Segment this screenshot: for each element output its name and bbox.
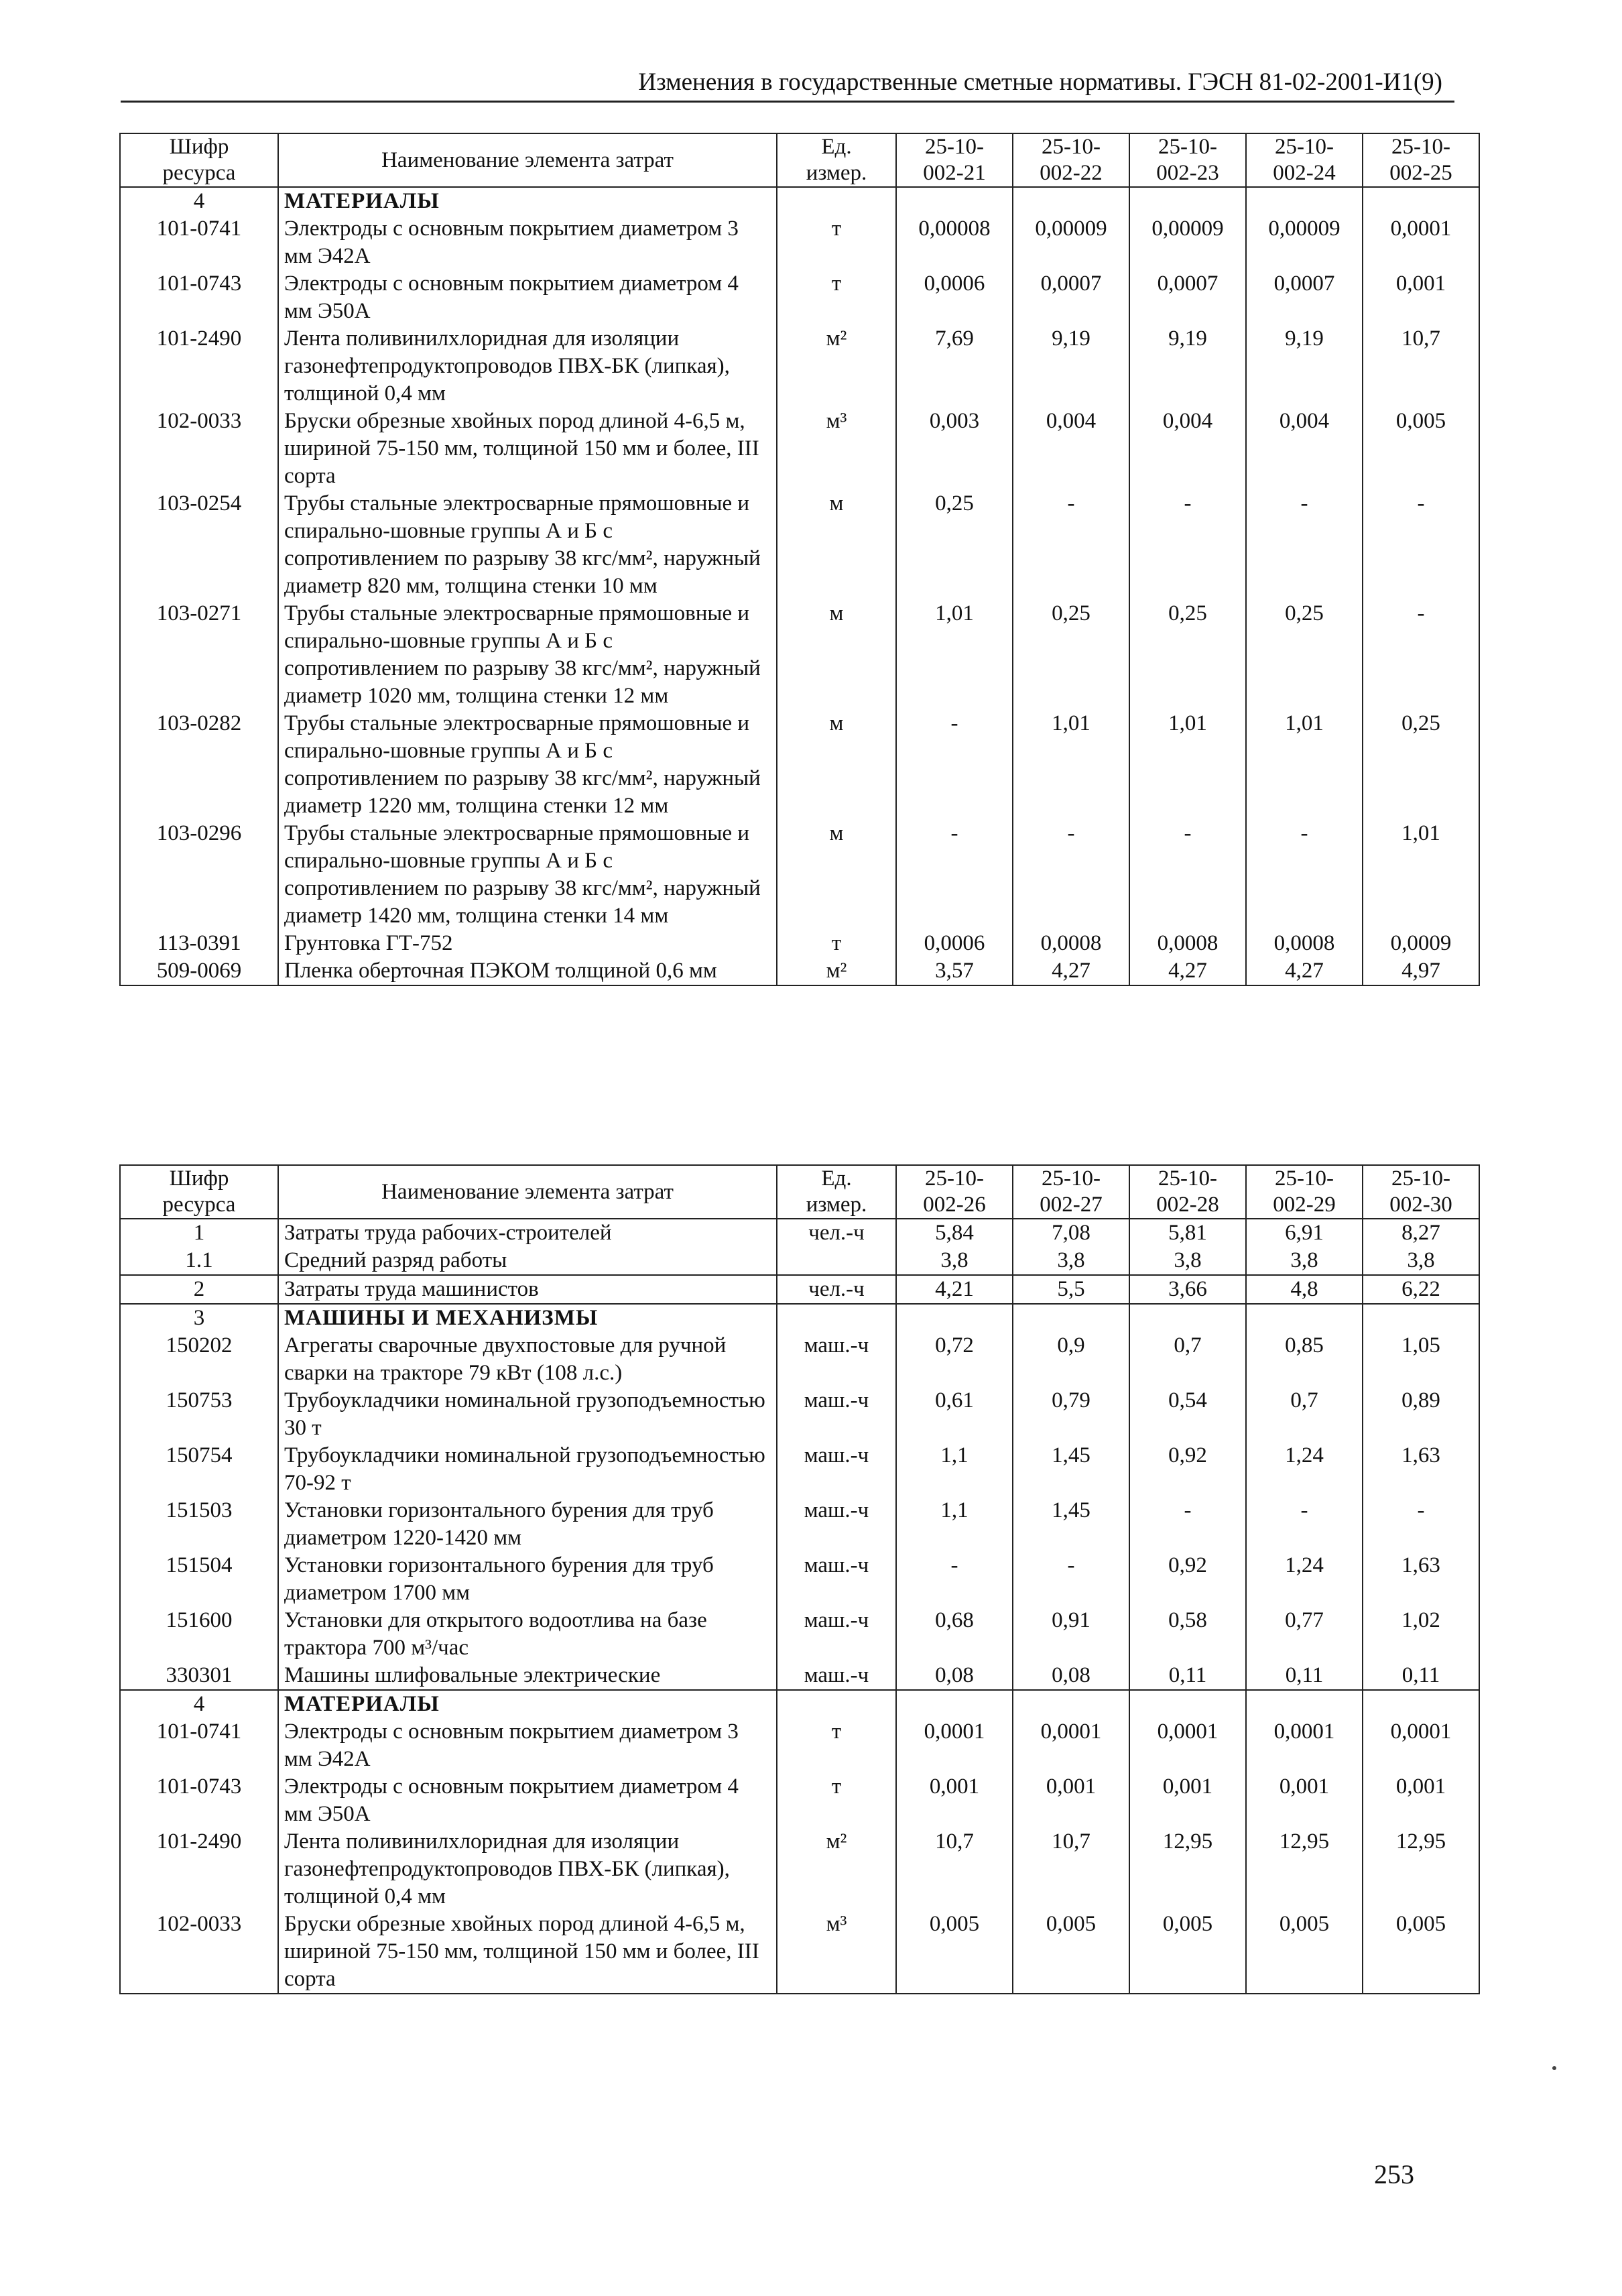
table-row <box>120 1828 1479 1911</box>
norm-value: - <box>1363 1497 1479 1552</box>
section-header-row <box>120 187 1479 215</box>
norm-value <box>1363 187 1479 215</box>
resource-code: 101-0741 <box>120 1718 278 1773</box>
norm-value: 0,0001 <box>1246 1718 1363 1773</box>
norm-value: 0,61 <box>896 1387 1013 1442</box>
col-header-norm: 25-10- 002-21 <box>896 133 1013 187</box>
norm-value: 0,0008 <box>1246 930 1363 957</box>
unit-of-measure: м <box>777 600 896 710</box>
norm-value: 3,66 <box>1129 1275 1246 1304</box>
resource-code: 1 <box>120 1219 278 1247</box>
cost-element-name: Пленка оберточная ПЭКОМ толщиной 0,6 мм <box>278 957 777 985</box>
unit-of-measure: м² <box>777 325 896 408</box>
norm-value: 3,8 <box>1363 1247 1479 1275</box>
table-row <box>120 1219 1479 1247</box>
norm-value: 0,0006 <box>896 270 1013 325</box>
table-row <box>120 215 1479 270</box>
table-row <box>120 930 1479 957</box>
table-row <box>120 820 1479 930</box>
norm-value: 1,02 <box>1363 1607 1479 1662</box>
norm-value: 0,25 <box>1013 600 1129 710</box>
norm-value: 0,001 <box>1363 270 1479 325</box>
norm-value: - <box>896 820 1013 930</box>
norm-value: - <box>1246 490 1363 600</box>
cost-element-name: Трубы стальные электросварные прямошовные и спирально-шовные группы А и Б с сопротивлением по разрыву 38 кгс/мм², наружный диаметр 1420 мм, толщина стенки 14 мм <box>278 820 777 930</box>
norm-value <box>1129 187 1246 215</box>
norms-table-2 <box>119 1164 1480 1994</box>
unit-of-measure: м <box>777 710 896 820</box>
norm-value <box>896 1304 1013 1332</box>
cost-element-name: Электроды с основным покрытием диаметром 3 мм Э42А <box>278 1718 777 1773</box>
table-row <box>120 408 1479 490</box>
norm-value: 1,24 <box>1246 1442 1363 1497</box>
table-body <box>120 187 1479 985</box>
norm-value: 0,25 <box>1363 710 1479 820</box>
table-row <box>120 1275 1479 1304</box>
norm-value: 1,45 <box>1013 1497 1129 1552</box>
norm-value: 12,95 <box>1129 1828 1246 1911</box>
cost-element-name: Лента поливинилхлоридная для изоляции газонефтепродуктопроводов ПВХ-БК (липкая), толщиной 0,4 мм <box>278 1828 777 1911</box>
norm-value: 9,19 <box>1246 325 1363 408</box>
norm-value: 0,005 <box>896 1911 1013 1994</box>
resource-code: 101-2490 <box>120 325 278 408</box>
norm-value: 0,001 <box>1013 1773 1129 1828</box>
table-row <box>120 1552 1479 1607</box>
table-row <box>120 957 1479 985</box>
table-row <box>120 490 1479 600</box>
cost-element-name: Трубы стальные электросварные прямошовные и спирально-шовные группы А и Б с сопротивлением по разрыву 38 кгс/мм², наружный диаметр 1020 мм, толщина стенки 12 мм <box>278 600 777 710</box>
unit-of-measure: т <box>777 930 896 957</box>
resource-code: 103-0282 <box>120 710 278 820</box>
norm-value: 0,001 <box>1246 1773 1363 1828</box>
norm-value: 0,7 <box>1129 1332 1246 1387</box>
col-header-code: Шифр ресурса <box>120 1165 278 1219</box>
norm-value: 0,25 <box>1129 600 1246 710</box>
norm-value: - <box>1246 1497 1363 1552</box>
norm-value: - <box>1129 1497 1246 1552</box>
norm-value: - <box>1363 600 1479 710</box>
resource-code: 101-0743 <box>120 1773 278 1828</box>
cost-element-name: Средний разряд работы <box>278 1247 777 1275</box>
norm-value <box>1246 1690 1363 1718</box>
stray-mark <box>1552 2066 1556 2070</box>
unit-of-measure <box>777 1304 896 1332</box>
norm-value: 0,005 <box>1129 1911 1246 1994</box>
norm-value: 0,11 <box>1363 1662 1479 1690</box>
norm-value: 0,77 <box>1246 1607 1363 1662</box>
cost-element-name: МАТЕРИАЛЫ <box>278 1690 777 1718</box>
table-row <box>120 1911 1479 1994</box>
norm-value: - <box>896 710 1013 820</box>
norm-value: 6,22 <box>1363 1275 1479 1304</box>
unit-of-measure: маш.-ч <box>777 1387 896 1442</box>
norm-value: 1,1 <box>896 1497 1013 1552</box>
norm-value: 10,7 <box>1013 1828 1129 1911</box>
table-row <box>120 1442 1479 1497</box>
norm-value <box>1013 187 1129 215</box>
norm-value <box>1363 1304 1479 1332</box>
norm-value: 0,0006 <box>896 930 1013 957</box>
norm-value: 0,08 <box>896 1662 1013 1690</box>
unit-of-measure: т <box>777 1718 896 1773</box>
cost-element-name: Электроды с основным покрытием диаметром 4 мм Э50А <box>278 270 777 325</box>
norm-value: 0,0007 <box>1246 270 1363 325</box>
col-header-code: Шифр ресурса <box>120 133 278 187</box>
col-header-name: Наименование элемента затрат <box>278 133 777 187</box>
unit-of-measure: чел.-ч <box>777 1275 896 1304</box>
table-row <box>120 1607 1479 1662</box>
resource-code: 113-0391 <box>120 930 278 957</box>
norm-value: 0,005 <box>1013 1911 1129 1994</box>
norm-value: 0,005 <box>1363 1911 1479 1994</box>
unit-of-measure: маш.-ч <box>777 1662 896 1690</box>
unit-of-measure <box>777 1690 896 1718</box>
norm-value: 3,8 <box>1246 1247 1363 1275</box>
norm-value: - <box>1013 490 1129 600</box>
norm-value: 1,01 <box>896 600 1013 710</box>
col-header-unit: Ед. измер. <box>777 133 896 187</box>
unit-of-measure <box>777 1247 896 1275</box>
norm-value: 0,004 <box>1246 408 1363 490</box>
norm-value <box>1013 1690 1129 1718</box>
norm-value: 6,91 <box>1246 1219 1363 1247</box>
table-row <box>120 325 1479 408</box>
unit-of-measure: маш.-ч <box>777 1497 896 1552</box>
col-header-unit: Ед. измер. <box>777 1165 896 1219</box>
norm-value: 0,89 <box>1363 1387 1479 1442</box>
norm-value <box>1246 187 1363 215</box>
norm-value: 0,00008 <box>896 215 1013 270</box>
norm-value: 1,1 <box>896 1442 1013 1497</box>
norm-value: - <box>1363 490 1479 600</box>
norm-value: 0,001 <box>1129 1773 1246 1828</box>
table-header-row <box>120 1165 1479 1219</box>
col-header-norm: 25-10- 002-27 <box>1013 1165 1129 1219</box>
table-row <box>120 1662 1479 1690</box>
cost-element-name: Машины шлифовальные электрические <box>278 1662 777 1690</box>
norm-value: 0,0001 <box>896 1718 1013 1773</box>
cost-element-name: Бруски обрезные хвойных пород длиной 4-6,5 м, шириной 75-150 мм, толщиной 150 мм и более, III сорта <box>278 1911 777 1994</box>
resource-code: 102-0033 <box>120 408 278 490</box>
table-row <box>120 1247 1479 1275</box>
norm-value: 0,005 <box>1363 408 1479 490</box>
norm-value: - <box>896 1552 1013 1607</box>
norm-value: 9,19 <box>1013 325 1129 408</box>
resource-code: 3 <box>120 1304 278 1332</box>
norm-value: 0,58 <box>1129 1607 1246 1662</box>
norm-value: 1,63 <box>1363 1552 1479 1607</box>
resource-code: 330301 <box>120 1662 278 1690</box>
norm-value <box>1129 1304 1246 1332</box>
table-row <box>120 1718 1479 1773</box>
norm-value: 7,08 <box>1013 1219 1129 1247</box>
norm-value: - <box>1013 820 1129 930</box>
col-header-norm: 25-10- 002-23 <box>1129 133 1246 187</box>
unit-of-measure: м² <box>777 957 896 985</box>
norm-value: 0,91 <box>1013 1607 1129 1662</box>
section-header-row <box>120 1690 1479 1718</box>
cost-element-name: Бруски обрезные хвойных пород длиной 4-6,5 м, шириной 75-150 мм, толщиной 150 мм и более, III сорта <box>278 408 777 490</box>
cost-element-name: Трубоукладчики номинальной грузоподъемностью 70-92 т <box>278 1442 777 1497</box>
norm-value: 0,54 <box>1129 1387 1246 1442</box>
table-row <box>120 600 1479 710</box>
norm-value: 0,79 <box>1013 1387 1129 1442</box>
table-row <box>120 710 1479 820</box>
norm-value <box>896 187 1013 215</box>
unit-of-measure: м² <box>777 1828 896 1911</box>
norm-value: 0,85 <box>1246 1332 1363 1387</box>
cost-element-name: МАТЕРИАЛЫ <box>278 187 777 215</box>
cost-element-name: Затраты труда машинистов <box>278 1275 777 1304</box>
norm-value: 0,0001 <box>1013 1718 1129 1773</box>
norm-value: 4,27 <box>1246 957 1363 985</box>
unit-of-measure: м <box>777 490 896 600</box>
norm-value: 3,8 <box>1129 1247 1246 1275</box>
norm-value: 1,01 <box>1246 710 1363 820</box>
resource-code: 151503 <box>120 1497 278 1552</box>
norm-value: 0,7 <box>1246 1387 1363 1442</box>
norm-value: 0,25 <box>896 490 1013 600</box>
norm-value: 0,00009 <box>1129 215 1246 270</box>
cost-element-name: Установки горизонтального бурения для труб диаметром 1220-1420 мм <box>278 1497 777 1552</box>
norm-value: 8,27 <box>1363 1219 1479 1247</box>
col-header-norm: 25-10- 002-29 <box>1246 1165 1363 1219</box>
col-header-norm: 25-10- 002-22 <box>1013 133 1129 187</box>
norm-value: 1,01 <box>1129 710 1246 820</box>
norm-value: 3,57 <box>896 957 1013 985</box>
cost-element-name: Электроды с основным покрытием диаметром 4 мм Э50А <box>278 1773 777 1828</box>
norm-value <box>1129 1690 1246 1718</box>
resource-code: 101-0743 <box>120 270 278 325</box>
norm-value: 4,27 <box>1013 957 1129 985</box>
running-header-title: Изменения в государственные сметные нормативы. ГЭСН 81-02-2001-И1(9) <box>638 68 1442 96</box>
resource-code: 150753 <box>120 1387 278 1442</box>
norm-value: - <box>1129 490 1246 600</box>
norm-value: 0,0008 <box>1129 930 1246 957</box>
col-header-norm: 25-10- 002-26 <box>896 1165 1013 1219</box>
norm-value: 0,004 <box>1013 408 1129 490</box>
norm-value: 0,92 <box>1129 1552 1246 1607</box>
norm-value: - <box>1246 820 1363 930</box>
running-header <box>121 67 1454 103</box>
norm-value: 12,95 <box>1246 1828 1363 1911</box>
unit-of-measure: маш.-ч <box>777 1442 896 1497</box>
resource-code: 151504 <box>120 1552 278 1607</box>
norm-value: 5,5 <box>1013 1275 1129 1304</box>
unit-of-measure: т <box>777 215 896 270</box>
norm-value: 0,0009 <box>1363 930 1479 957</box>
unit-of-measure: т <box>777 1773 896 1828</box>
resource-code: 509-0069 <box>120 957 278 985</box>
resource-code: 2 <box>120 1275 278 1304</box>
norm-value: 0,9 <box>1013 1332 1129 1387</box>
cost-element-name: Лента поливинилхлоридная для изоляции газонефтепродуктопроводов ПВХ-БК (липкая), толщиной 0,4 мм <box>278 325 777 408</box>
table-header-row <box>120 133 1479 187</box>
resource-code: 1.1 <box>120 1247 278 1275</box>
col-header-name: Наименование элемента затрат <box>278 1165 777 1219</box>
norm-value: 4,27 <box>1129 957 1246 985</box>
norm-value: 0,00009 <box>1013 215 1129 270</box>
unit-of-measure: маш.-ч <box>777 1552 896 1607</box>
norm-value: 1,24 <box>1246 1552 1363 1607</box>
resource-code: 103-0296 <box>120 820 278 930</box>
norm-value: 0,00009 <box>1246 215 1363 270</box>
norm-value: 10,7 <box>1363 325 1479 408</box>
norm-value: 0,0001 <box>1363 215 1479 270</box>
norm-value <box>1013 1304 1129 1332</box>
cost-element-name: Трубоукладчики номинальной грузоподъемностью 30 т <box>278 1387 777 1442</box>
norm-value: 4,21 <box>896 1275 1013 1304</box>
norm-value: 0,68 <box>896 1607 1013 1662</box>
norm-value: 1,01 <box>1363 820 1479 930</box>
cost-element-name: Агрегаты сварочные двухпостовые для ручной сварки на тракторе 79 кВт (108 л.с.) <box>278 1332 777 1387</box>
norm-value: 0,003 <box>896 408 1013 490</box>
norm-value: 7,69 <box>896 325 1013 408</box>
col-header-norm: 25-10- 002-30 <box>1363 1165 1479 1219</box>
resource-code: 4 <box>120 187 278 215</box>
unit-of-measure: т <box>777 270 896 325</box>
cost-element-name: Электроды с основным покрытием диаметром 3 мм Э42А <box>278 215 777 270</box>
cost-element-name: Установки горизонтального бурения для труб диаметром 1700 мм <box>278 1552 777 1607</box>
cost-element-name: Грунтовка ГТ-752 <box>278 930 777 957</box>
resource-code: 150754 <box>120 1442 278 1497</box>
unit-of-measure: маш.-ч <box>777 1607 896 1662</box>
section-header-row <box>120 1304 1479 1332</box>
norms-table-1 <box>119 133 1480 986</box>
resource-code: 150202 <box>120 1332 278 1387</box>
unit-of-measure: чел.-ч <box>777 1219 896 1247</box>
norm-value: 0,92 <box>1129 1442 1246 1497</box>
norm-value: 0,0008 <box>1013 930 1129 957</box>
norm-value: 0,11 <box>1246 1662 1363 1690</box>
resource-code: 151600 <box>120 1607 278 1662</box>
unit-of-measure <box>777 187 896 215</box>
norm-value: 0,001 <box>896 1773 1013 1828</box>
norm-value: 1,63 <box>1363 1442 1479 1497</box>
norm-value: 0,11 <box>1129 1662 1246 1690</box>
norm-value: 1,45 <box>1013 1442 1129 1497</box>
cost-element-name: Установки для открытого водоотлива на базе трактора 700 м³/час <box>278 1607 777 1662</box>
norm-value: 0,005 <box>1246 1911 1363 1994</box>
unit-of-measure: м³ <box>777 408 896 490</box>
norm-value: 4,97 <box>1363 957 1479 985</box>
cost-element-name: Затраты труда рабочих-строителей <box>278 1219 777 1247</box>
cost-element-name: Трубы стальные электросварные прямошовные и спирально-шовные группы А и Б с сопротивлением по разрыву 38 кгс/мм², наружный диаметр 1220 мм, толщина стенки 12 мм <box>278 710 777 820</box>
norm-value: 3,8 <box>1013 1247 1129 1275</box>
page-number: 253 <box>1374 2159 1414 2189</box>
norm-value: 0,0007 <box>1013 270 1129 325</box>
col-header-norm: 25-10- 002-24 <box>1246 133 1363 187</box>
norm-value: 0,72 <box>896 1332 1013 1387</box>
norm-value: 0,004 <box>1129 408 1246 490</box>
table-row <box>120 270 1479 325</box>
cost-element-name: МАШИНЫ И МЕХАНИЗМЫ <box>278 1304 777 1332</box>
norm-value: 1,01 <box>1013 710 1129 820</box>
unit-of-measure: м³ <box>777 1911 896 1994</box>
resource-code: 4 <box>120 1690 278 1718</box>
norm-value: 9,19 <box>1129 325 1246 408</box>
norm-value: 0,001 <box>1363 1773 1479 1828</box>
norm-value: 0,0001 <box>1129 1718 1246 1773</box>
norm-value: 0,08 <box>1013 1662 1129 1690</box>
norm-value: - <box>1129 820 1246 930</box>
cost-element-name: Трубы стальные электросварные прямошовные и спирально-шовные группы А и Б с сопротивлением по разрыву 38 кгс/мм², наружный диаметр 820 мм, толщина стенки 10 мм <box>278 490 777 600</box>
unit-of-measure: маш.-ч <box>777 1332 896 1387</box>
norm-value <box>1363 1690 1479 1718</box>
norm-value: 5,81 <box>1129 1219 1246 1247</box>
table-row <box>120 1387 1479 1442</box>
resource-code: 102-0033 <box>120 1911 278 1994</box>
col-header-norm: 25-10- 002-28 <box>1129 1165 1246 1219</box>
norm-value: 0,0001 <box>1363 1718 1479 1773</box>
table-row <box>120 1773 1479 1828</box>
norm-value: - <box>1013 1552 1129 1607</box>
resource-code: 103-0271 <box>120 600 278 710</box>
norm-value: 1,05 <box>1363 1332 1479 1387</box>
resource-code: 103-0254 <box>120 490 278 600</box>
norm-value: 0,25 <box>1246 600 1363 710</box>
table-body <box>120 1219 1479 1994</box>
norm-value: 4,8 <box>1246 1275 1363 1304</box>
norm-value: 0,0007 <box>1129 270 1246 325</box>
norm-value: 12,95 <box>1363 1828 1479 1911</box>
col-header-norm: 25-10- 002-25 <box>1363 133 1479 187</box>
resource-code: 101-2490 <box>120 1828 278 1911</box>
unit-of-measure: м <box>777 820 896 930</box>
norm-value <box>1246 1304 1363 1332</box>
table-row <box>120 1332 1479 1387</box>
norm-value: 5,84 <box>896 1219 1013 1247</box>
table-row <box>120 1497 1479 1552</box>
norm-value <box>896 1690 1013 1718</box>
resource-code: 101-0741 <box>120 215 278 270</box>
norm-value: 3,8 <box>896 1247 1013 1275</box>
norm-value: 10,7 <box>896 1828 1013 1911</box>
